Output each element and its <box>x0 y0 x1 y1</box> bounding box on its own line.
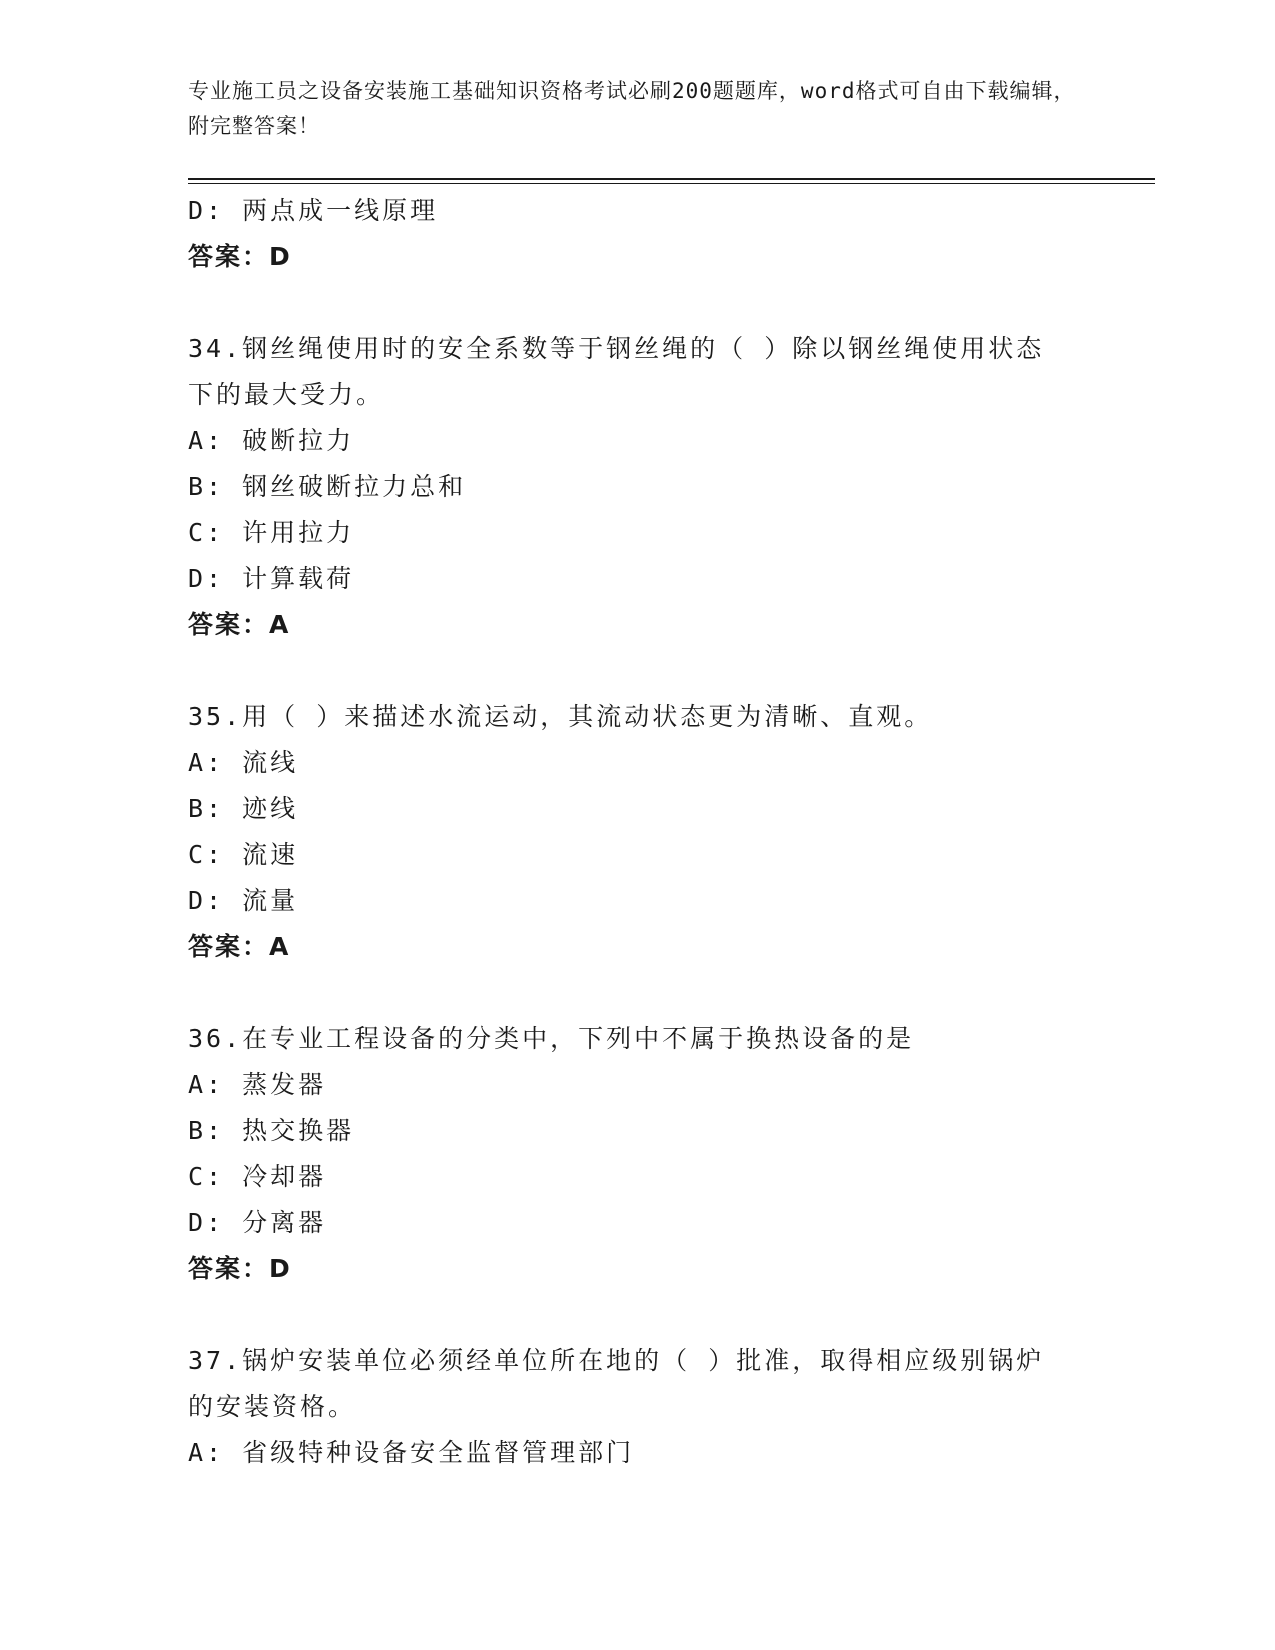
option-c: C: 冷却器 <box>188 1162 327 1191</box>
spacer <box>188 970 1088 1016</box>
spacer <box>188 280 1088 326</box>
answer-label: 答案：D <box>188 242 292 271</box>
option-b: B: 钢丝破断拉力总和 <box>188 472 467 501</box>
option-b: B: 迹线 <box>188 794 299 823</box>
answer-label: 答案：A <box>188 610 291 639</box>
option-d: D: 流量 <box>188 886 299 915</box>
question-37 <box>188 1338 1088 1476</box>
document-header: 专业施工员之设备安装施工基础知识资格考试必刷200题题库，word格式可自由下载编辑，附完整答案！ <box>188 79 1076 138</box>
option-a: A: 省级特种设备安全监督管理部门 <box>188 1438 635 1467</box>
question-stem: 37.锅炉安装单位必须经单位所在地的（ ）批准，取得相应级别锅炉 <box>188 1346 1045 1375</box>
option-a: A: 蒸发器 <box>188 1070 327 1099</box>
option-c: C: 流速 <box>188 840 299 869</box>
option-d: D: 计算载荷 <box>188 564 355 593</box>
question-stem: 34.钢丝绳使用时的安全系数等于钢丝绳的（ ）除以钢丝绳使用状态 <box>188 334 1045 363</box>
option-a: A: 流线 <box>188 748 299 777</box>
option-a: A: 破断拉力 <box>188 426 355 455</box>
spacer <box>188 1292 1088 1338</box>
option-c: C: 许用拉力 <box>188 518 355 547</box>
option-d: D: 分离器 <box>188 1208 327 1237</box>
question-35 <box>188 694 1088 970</box>
question-stem-continuation: 下的最大受力。 <box>188 380 385 409</box>
option-d: D: 两点成一线原理 <box>188 196 439 225</box>
option-b: B: 热交换器 <box>188 1116 355 1145</box>
question-stem: 35.用（ ）来描述水流运动，其流动状态更为清晰、直观。 <box>188 702 933 731</box>
question-list <box>188 188 1088 1476</box>
question-36 <box>188 1016 1088 1292</box>
question-stem: 36.在专业工程设备的分类中，下列中不属于换热设备的是 <box>188 1024 915 1053</box>
header-divider-thin <box>188 183 1155 184</box>
answer-label: 答案：A <box>188 932 291 961</box>
question-stem-continuation: 的安装资格。 <box>188 1392 357 1421</box>
spacer <box>188 648 1088 694</box>
previous-question-tail <box>188 188 1088 280</box>
question-34 <box>188 326 1088 648</box>
answer-label: 答案：D <box>188 1254 292 1283</box>
header-divider-thick <box>188 178 1155 180</box>
